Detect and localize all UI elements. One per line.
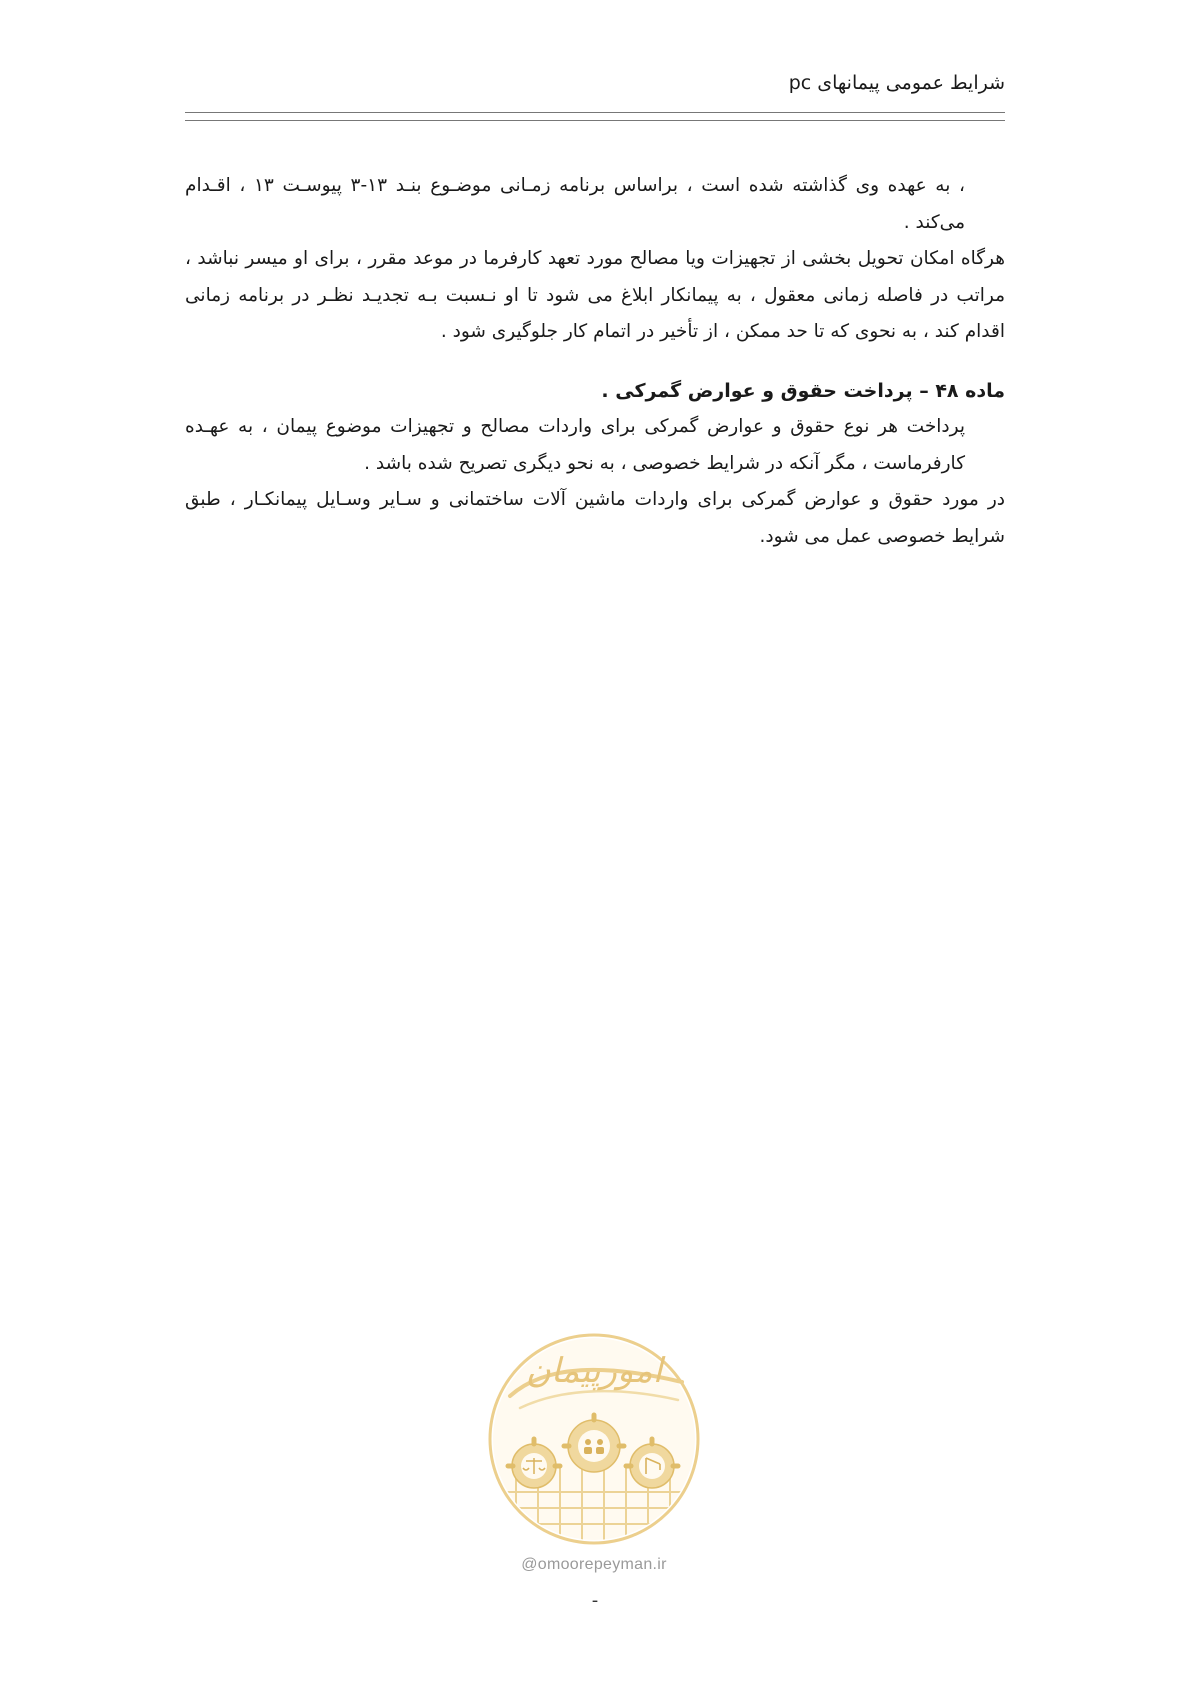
article-48-heading: ماده ۴۸ – پرداخت حقوق و عوارض گمرکی . xyxy=(601,379,1005,402)
at-sign-icon: @ xyxy=(521,1556,538,1573)
watermark-logo xyxy=(486,1324,702,1564)
svg-text:امورپیمان: امورپیمان xyxy=(525,1351,663,1391)
page-number: - xyxy=(591,1590,599,1611)
paragraph-employer-delivery: هرگاه امکان تحویل بخشی از تجهیزات ویا مصالح مورد تعهد کارفرما در موعد مقرر ، برای او میسر نباشد ، مراتب در فاصله زمانی معقول ، به پیمانکار ابلاغ می شود تا او نـسبت بـه تجدیـد نظـر در برنامه زمانی اقدام کند ، به نحوی که تا حد ممکن ، از تأخیر در اتمام کار جلوگیری شود . xyxy=(185,248,1005,342)
page-header-title: شرایط عمومی پیمانهای pc xyxy=(788,72,1005,94)
paragraph-customs-payment: پرداخت هر نوع حقوق و عوارض گمرکی برای واردات مصالح و تجهیزات موضوع پیمان ، به عهـده کارفرماست ، مگر آنکه در شرایط خصوصی ، به نحو دیگری تصریح شده باشد . xyxy=(185,416,965,474)
document-body xyxy=(185,168,1005,555)
watermark-caption xyxy=(486,1556,702,1574)
watermark-url: omoorepeyman.ir xyxy=(537,1556,667,1573)
header-divider xyxy=(185,112,1005,121)
paragraph-continuation: ، به عهده وی گذاشته شده است ، براساس برنامه زمـانی موضـوع بنـد ۱۳-۳ پیوسـت ۱۳ ، اقـدام می‌کند . xyxy=(185,175,965,233)
paragraph-contractor-equipment: در مورد حقوق و عوارض گمرکی برای واردات ماشین آلات ساختمانی و سـایر وسـایل پیمانکـار ، طبق شرایط خصوصی عمل می شود. xyxy=(185,489,1005,547)
